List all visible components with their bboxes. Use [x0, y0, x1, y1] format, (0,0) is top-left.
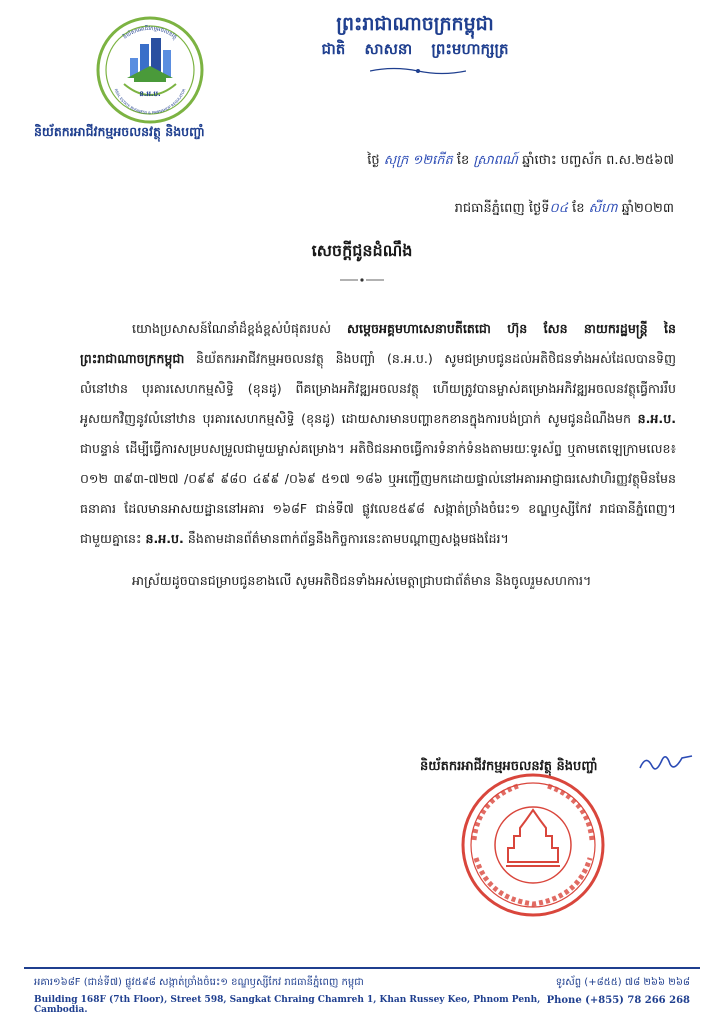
official-seal-stamp-icon: [458, 770, 608, 920]
greg-year: ឆ្នាំ២០២៣: [621, 201, 674, 216]
lunar-year: ឆ្នាំថោះ បញ្ចស័ក ព.ស.២៥៦៧: [522, 153, 674, 168]
greg-month-label: ខែ: [572, 201, 585, 216]
body-text: និយ័តករអាជីវកម្មអចលនវត្ថុ និងបញ្ចាំ (ន.អ.ប.) សូមជម្រាបជូនដល់អតិថិជនទាំងអស់ដែលបានទិញលំនៅឋាន បុរគារសេហកម្មសិទ្ធិ (ខុនដូ) ពីគម្រោងអភិវឌ្ឍអចលនវត្ថុ ហើយត្រូវបានម្ចាស់គម្រោងអភិវឌ្ឍអចលនវត្ថុធ្វើការរឹបអូសយកវិញនូវលំនៅឋាន បុរគារសេហកម្មសិទ្ធិ (ខុនដូ) ដោយសារមានបញ្ហាខកខានក្នុងការបង់ប្រាក់ សូមជូនដំណឹងមក: [80, 351, 676, 426]
greg-month: សីហា: [588, 201, 618, 216]
footer-phone-kh: ទូរស័ព្ទ (+៨៥៥) ៧៨ ២៦៦ ២៦៨: [555, 977, 690, 988]
body-text: យោងប្រសាសន៍ណែនាំដ៏ខ្ពង់ខ្ពស់បំផុតរបស់: [132, 321, 347, 336]
body-paragraph-1: [80, 314, 676, 554]
footer-address-en: Building 168F (7th Floor), Street 598, Sangkat Chraing Chamreh 1, Khan Russey Keo, Phnom Penh, Cambodia.: [34, 995, 541, 1015]
national-motto: ជាតិ សាសនា ព្រះមហាក្សត្រ: [321, 40, 509, 58]
body-bold-text: ន.អ.ប.: [145, 531, 184, 546]
lunar-prefix: ថ្ងៃ: [367, 153, 380, 168]
logo-text-en: REAL ESTATE BUSINESS & PAWNSHOP REGULATOR: [113, 88, 187, 116]
body-bold-text: ន.អ.ប.: [637, 411, 676, 426]
footer-divider: [24, 967, 700, 969]
title-ornament-icon: [340, 276, 384, 284]
document-title: សេចក្តីជូនដំណឹង: [311, 241, 413, 260]
body-bold-text: សម្តេចអគ្គមហាសេនាបតីតេជោ ហ៊ុន សែន នាយករដ្ឋមន្ត្រី នៃព្រះរាជាណាចក្រកម្ពុជា: [80, 321, 676, 366]
document-body: [80, 314, 676, 596]
body-paragraph-2: អាស្រ័យដូចបានជម្រាបជូនខាងលើ សូមអតិថិជនទាំងអស់មេត្តាជ្រាបជាព័ត៌មាន និងចូលរួមសហការ។: [132, 573, 592, 588]
kingdom-title: ព្រះរាជាណាចក្រកម្ពុជា: [336, 13, 494, 35]
greg-day: ០៤: [549, 201, 568, 216]
ornament-divider-icon: [370, 66, 466, 76]
lunar-date: [190, 152, 674, 171]
body-text: ជាបន្ទាន់ ដើម្បីធ្វើការសម្របសម្រួលជាមួយម្ចាស់គម្រោង។ អតិថិជនអាចធ្វើការទំនាក់ទំនងតាមរយៈទូរស័ព្ទ ឬតាមតេឡេក្រាមលេខ៖ ០១២ ៣៩៣-៧២៧ /០៩៩ ៩៨០ ៤៩៩ /០៦៩ ៥១៧ ១៨៦ ឬអញ្ជើញមកដោយផ្ទាល់នៅអគារអាជ្ញាធរសេវាហិរញ្ញវត្ថុមិនមែនធនាគារ ដែលមានអាសយដ្ឋាននៅអគារ ១៦៨F ជាន់ទី៧ ផ្លូវលេខ៥៩៨ សង្កាត់ច្រាំងចំរេះ១ ខណ្ឌឫស្សីកែវ រាជធានីភ្នំពេញ។ ជាមួយគ្នានេះ: [80, 441, 676, 546]
lunar-month-label: ខែ: [456, 153, 470, 168]
logo-abbrev: ន.អ.ប.: [139, 90, 161, 98]
footer-address-kh: អគារ១៦៨F (ជាន់ទី៧) ផ្លូវ៥៩៨ សង្កាត់ច្រាំងចំរេះ១ ខណ្ឌឫស្សីកែវ រាជធានីភ្នំពេញ កម្ពុជា: [34, 977, 364, 988]
lunar-day: សុក្រ ១២កើត: [383, 153, 453, 168]
greg-prefix: រាជធានីភ្នំពេញ ថ្ងៃទី: [454, 201, 550, 216]
signature-org-name: និយ័តករអាជីវកម្មអចលនវត្ថុ និងបញ្ចាំ: [420, 759, 598, 774]
handwritten-signature-icon: [636, 750, 696, 776]
body-text: នឹងតាមដានព័ត៌មានពាក់ព័ន្ធនឹងកិច្ចការនេះតាមបណ្តាញសង្គមផងដែរ។: [183, 531, 509, 546]
svg-text:និយ័តករអាជីវកម្មអចលនវត្ថុ: [121, 24, 178, 42]
footer-phone-en: Phone (+855) 78 266 268: [546, 995, 690, 1006]
regulator-logo: [94, 14, 206, 126]
org-name-header: និយ័តករអាជីវកម្មអចលនវត្ថុ និងបញ្ចាំ: [34, 124, 205, 139]
gregorian-date: [190, 200, 674, 219]
lunar-month: ស្រាពណ៍: [473, 153, 518, 168]
logo-text-top: និយ័តករអាជីវកម្មអចលនវត្ថុ: [122, 25, 178, 41]
